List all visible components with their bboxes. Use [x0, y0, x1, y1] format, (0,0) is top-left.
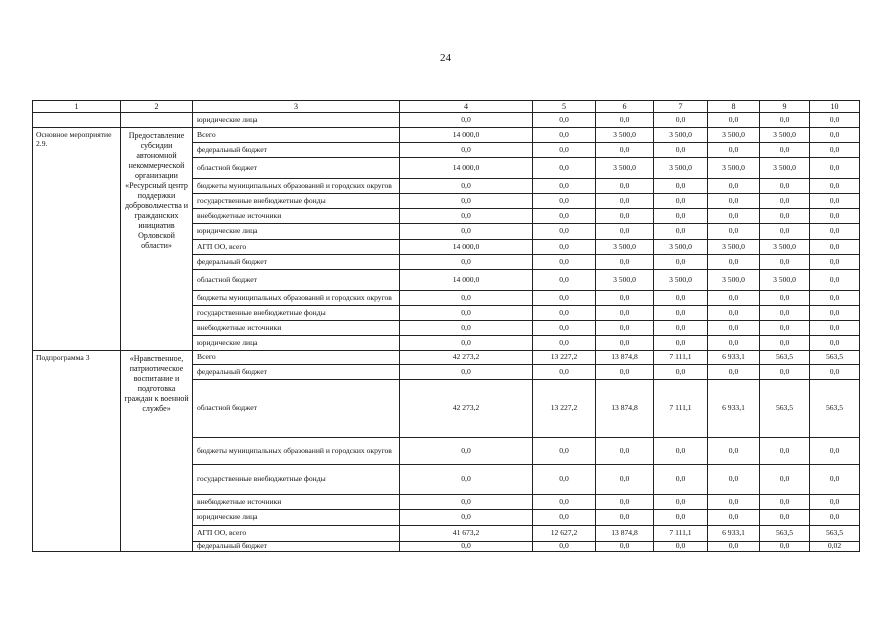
value-cell: 0,0 — [533, 438, 596, 465]
funding-source: АГП ОО, всего — [193, 240, 400, 255]
column-number: 10 — [810, 101, 860, 113]
value-cell: 12 627,2 — [533, 526, 596, 542]
column-number: 1 — [33, 101, 121, 113]
funding-source: Всего — [193, 351, 400, 365]
value-cell: 0,0 — [596, 306, 654, 321]
value-cell: 14 000,0 — [400, 158, 533, 179]
value-cell: 0,0 — [596, 224, 654, 240]
funding-source: федеральный бюджет — [193, 255, 400, 270]
value-cell: 3 500,0 — [654, 240, 708, 255]
value-cell: 0,0 — [654, 143, 708, 158]
value-cell: 0,0 — [654, 209, 708, 224]
value-cell: 0,0 — [654, 336, 708, 351]
value-cell: 0,0 — [533, 465, 596, 495]
value-cell: 0,0 — [708, 306, 760, 321]
value-cell: 0,0 — [533, 128, 596, 143]
funding-source: внебюджетные источники — [193, 321, 400, 336]
value-cell: 41 673,2 — [400, 526, 533, 542]
value-cell: 0,0 — [400, 438, 533, 465]
funding-source: государственные внебюджетные фонды — [193, 465, 400, 495]
value-cell: 0,0 — [760, 194, 810, 209]
column-number: 2 — [121, 101, 193, 113]
column-number: 7 — [654, 101, 708, 113]
value-cell: 563,5 — [760, 380, 810, 438]
value-cell: 563,5 — [810, 380, 860, 438]
value-cell: 0,0 — [596, 495, 654, 510]
value-cell: 0,0 — [533, 321, 596, 336]
value-cell: 0,0 — [654, 510, 708, 526]
value-cell: 0,0 — [654, 113, 708, 128]
value-cell: 0,0 — [596, 113, 654, 128]
value-cell: 0,0 — [596, 179, 654, 194]
value-cell: 7 111,1 — [654, 526, 708, 542]
value-cell: 563,5 — [810, 526, 860, 542]
value-cell: 0,0 — [708, 321, 760, 336]
value-cell: 0,0 — [596, 291, 654, 306]
value-cell: 0,0 — [654, 179, 708, 194]
value-cell: 13 874,8 — [596, 526, 654, 542]
value-cell: 0,0 — [708, 209, 760, 224]
value-cell: 0,0 — [708, 465, 760, 495]
value-cell: 0,0 — [760, 495, 810, 510]
value-cell: 0,0 — [596, 465, 654, 495]
value-cell: 0,0 — [708, 495, 760, 510]
value-cell: 0,0 — [533, 240, 596, 255]
value-cell: 0,0 — [760, 542, 810, 552]
value-cell: 0,0 — [400, 465, 533, 495]
value-cell: 0,0 — [400, 143, 533, 158]
funding-source: федеральный бюджет — [193, 143, 400, 158]
value-cell: 563,5 — [760, 351, 810, 365]
empty-cell — [121, 113, 193, 128]
funding-source: федеральный бюджет — [193, 365, 400, 380]
funding-source: бюджеты муниципальных образований и городских округов — [193, 291, 400, 306]
value-cell: 0,0 — [810, 255, 860, 270]
value-cell: 3 500,0 — [708, 240, 760, 255]
funding-source: Всего — [193, 128, 400, 143]
value-cell: 0,0 — [596, 209, 654, 224]
value-cell: 0,0 — [810, 240, 860, 255]
value-cell: 0,0 — [533, 365, 596, 380]
program-description: Предоставление субсидии автономной некоммерческой организации «Ресурсный центр поддержки добровольчества и гражданских инициатив Орловской области» — [121, 128, 193, 351]
value-cell: 0,0 — [810, 495, 860, 510]
column-number: 4 — [400, 101, 533, 113]
value-cell: 3 500,0 — [596, 128, 654, 143]
value-cell: 0,0 — [596, 255, 654, 270]
value-cell: 0,0 — [810, 209, 860, 224]
value-cell: 3 500,0 — [760, 158, 810, 179]
value-cell: 0,02 — [810, 542, 860, 552]
value-cell: 0,0 — [400, 194, 533, 209]
value-cell: 0,0 — [596, 194, 654, 209]
value-cell: 0,0 — [760, 336, 810, 351]
value-cell: 0,0 — [708, 255, 760, 270]
value-cell: 0,0 — [654, 194, 708, 209]
funding-source: АГП ОО, всего — [193, 526, 400, 542]
funding-table — [32, 100, 860, 552]
empty-cell — [33, 113, 121, 128]
column-number: 8 — [708, 101, 760, 113]
value-cell: 0,0 — [810, 158, 860, 179]
value-cell: 0,0 — [654, 365, 708, 380]
value-cell: 0,0 — [596, 365, 654, 380]
value-cell: 0,0 — [810, 179, 860, 194]
value-cell: 6 933,1 — [708, 380, 760, 438]
value-cell: 0,0 — [760, 306, 810, 321]
value-cell: 0,0 — [654, 542, 708, 552]
value-cell: 0,0 — [810, 465, 860, 495]
value-cell: 0,0 — [533, 510, 596, 526]
funding-source: юридические лица — [193, 224, 400, 240]
column-number: 5 — [533, 101, 596, 113]
value-cell: 0,0 — [654, 438, 708, 465]
value-cell: 0,0 — [760, 209, 810, 224]
value-cell: 7 111,1 — [654, 351, 708, 365]
value-cell: 0,0 — [654, 255, 708, 270]
value-cell: 0,0 — [596, 336, 654, 351]
value-cell: 0,0 — [810, 128, 860, 143]
value-cell: 0,0 — [533, 291, 596, 306]
value-cell: 42 273,2 — [400, 351, 533, 365]
funding-source: областной бюджет — [193, 158, 400, 179]
funding-source: внебюджетные источники — [193, 495, 400, 510]
column-number: 9 — [760, 101, 810, 113]
value-cell: 14 000,0 — [400, 240, 533, 255]
value-cell: 0,0 — [708, 438, 760, 465]
value-cell: 0,0 — [654, 321, 708, 336]
value-cell: 6 933,1 — [708, 351, 760, 365]
funding-source: юридические лица — [193, 510, 400, 526]
value-cell: 13 227,2 — [533, 380, 596, 438]
value-cell: 0,0 — [596, 321, 654, 336]
value-cell: 3 500,0 — [708, 158, 760, 179]
value-cell: 0,0 — [708, 179, 760, 194]
value-cell: 0,0 — [708, 113, 760, 128]
value-cell: 0,0 — [533, 209, 596, 224]
value-cell: 42 273,2 — [400, 380, 533, 438]
value-cell: 0,0 — [533, 306, 596, 321]
value-cell: 0,0 — [708, 510, 760, 526]
value-cell: 0,0 — [810, 365, 860, 380]
value-cell: 0,0 — [810, 291, 860, 306]
value-cell: 0,0 — [400, 209, 533, 224]
column-number-row — [33, 101, 860, 113]
value-cell: 0,0 — [400, 255, 533, 270]
table-row — [33, 113, 860, 128]
value-cell: 0,0 — [654, 495, 708, 510]
value-cell: 0,0 — [400, 365, 533, 380]
funding-source: областной бюджет — [193, 270, 400, 291]
value-cell: 3 500,0 — [760, 240, 810, 255]
value-cell: 0,0 — [533, 270, 596, 291]
value-cell: 0,0 — [400, 179, 533, 194]
value-cell: 0,0 — [654, 465, 708, 495]
value-cell: 13 874,8 — [596, 380, 654, 438]
value-cell: 14 000,0 — [400, 270, 533, 291]
value-cell: 0,0 — [760, 438, 810, 465]
value-cell: 3 500,0 — [708, 270, 760, 291]
value-cell: 0,0 — [810, 143, 860, 158]
page-number: 24 — [440, 52, 451, 64]
value-cell: 0,0 — [533, 224, 596, 240]
value-cell: 0,0 — [400, 336, 533, 351]
value-cell: 0,0 — [810, 194, 860, 209]
value-cell: 0,0 — [708, 291, 760, 306]
value-cell: 0,0 — [596, 510, 654, 526]
value-cell: 0,0 — [810, 336, 860, 351]
funding-source: юридические лица — [193, 113, 400, 128]
value-cell: 0,0 — [760, 365, 810, 380]
value-cell: 0,0 — [400, 224, 533, 240]
value-cell: 0,0 — [533, 495, 596, 510]
value-cell: 0,0 — [533, 179, 596, 194]
value-cell: 3 500,0 — [708, 128, 760, 143]
value-cell: 0,0 — [533, 336, 596, 351]
program-name: Подпрограмма 3 — [33, 351, 121, 552]
value-cell: 0,0 — [654, 306, 708, 321]
value-cell: 3 500,0 — [654, 128, 708, 143]
value-cell: 563,5 — [810, 351, 860, 365]
value-cell: 0,0 — [708, 224, 760, 240]
value-cell: 3 500,0 — [760, 270, 810, 291]
value-cell: 3 500,0 — [596, 240, 654, 255]
value-cell: 0,0 — [400, 291, 533, 306]
value-cell: 13 874,8 — [596, 351, 654, 365]
value-cell: 0,0 — [596, 438, 654, 465]
column-number: 3 — [193, 101, 400, 113]
funding-source: юридические лица — [193, 336, 400, 351]
table-row — [33, 128, 860, 143]
value-cell: 3 500,0 — [760, 128, 810, 143]
value-cell: 0,0 — [533, 143, 596, 158]
value-cell: 3 500,0 — [654, 158, 708, 179]
value-cell: 0,0 — [810, 510, 860, 526]
value-cell: 13 227,2 — [533, 351, 596, 365]
value-cell: 3 500,0 — [654, 270, 708, 291]
table-row — [33, 351, 860, 365]
value-cell: 0,0 — [400, 495, 533, 510]
value-cell: 0,0 — [533, 113, 596, 128]
value-cell: 0,0 — [708, 143, 760, 158]
value-cell: 0,0 — [810, 438, 860, 465]
value-cell: 0,0 — [760, 143, 810, 158]
program-description: «Нравственное, патриотическое воспитание и подготовка граждан к военной службе» — [121, 351, 193, 552]
program-name: Основное мероприятие 2.9. — [33, 128, 121, 351]
value-cell: 0,0 — [810, 306, 860, 321]
value-cell: 563,5 — [760, 526, 810, 542]
value-cell: 0,0 — [810, 321, 860, 336]
column-number: 6 — [596, 101, 654, 113]
value-cell: 0,0 — [708, 542, 760, 552]
value-cell: 0,0 — [400, 306, 533, 321]
value-cell: 0,0 — [400, 542, 533, 552]
value-cell: 14 000,0 — [400, 128, 533, 143]
funding-source: бюджеты муниципальных образований и городских округов — [193, 179, 400, 194]
value-cell: 0,0 — [760, 113, 810, 128]
value-cell: 0,0 — [810, 224, 860, 240]
value-cell: 0,0 — [400, 113, 533, 128]
value-cell: 0,0 — [708, 365, 760, 380]
value-cell: 0,0 — [596, 542, 654, 552]
value-cell: 6 933,1 — [708, 526, 760, 542]
value-cell: 0,0 — [760, 321, 810, 336]
value-cell: 0,0 — [654, 291, 708, 306]
funding-source: государственные внебюджетные фонды — [193, 306, 400, 321]
value-cell: 0,0 — [760, 179, 810, 194]
value-cell: 0,0 — [533, 158, 596, 179]
value-cell: 0,0 — [760, 465, 810, 495]
value-cell: 0,0 — [596, 143, 654, 158]
value-cell: 0,0 — [760, 224, 810, 240]
value-cell: 0,0 — [400, 510, 533, 526]
value-cell: 0,0 — [760, 255, 810, 270]
value-cell: 0,0 — [533, 194, 596, 209]
value-cell: 0,0 — [654, 224, 708, 240]
value-cell: 0,0 — [533, 542, 596, 552]
funding-source: внебюджетные источники — [193, 209, 400, 224]
value-cell: 0,0 — [760, 291, 810, 306]
value-cell: 0,0 — [708, 194, 760, 209]
value-cell: 7 111,1 — [654, 380, 708, 438]
funding-source: бюджеты муниципальных образований и городских округов — [193, 438, 400, 465]
value-cell: 0,0 — [400, 321, 533, 336]
value-cell: 0,0 — [760, 510, 810, 526]
value-cell: 0,0 — [708, 336, 760, 351]
value-cell: 3 500,0 — [596, 158, 654, 179]
value-cell: 0,0 — [810, 270, 860, 291]
funding-source: федеральный бюджет — [193, 542, 400, 552]
value-cell: 3 500,0 — [596, 270, 654, 291]
value-cell: 0,0 — [533, 255, 596, 270]
value-cell: 0,0 — [810, 113, 860, 128]
funding-source: областной бюджет — [193, 380, 400, 438]
funding-source: государственные внебюджетные фонды — [193, 194, 400, 209]
